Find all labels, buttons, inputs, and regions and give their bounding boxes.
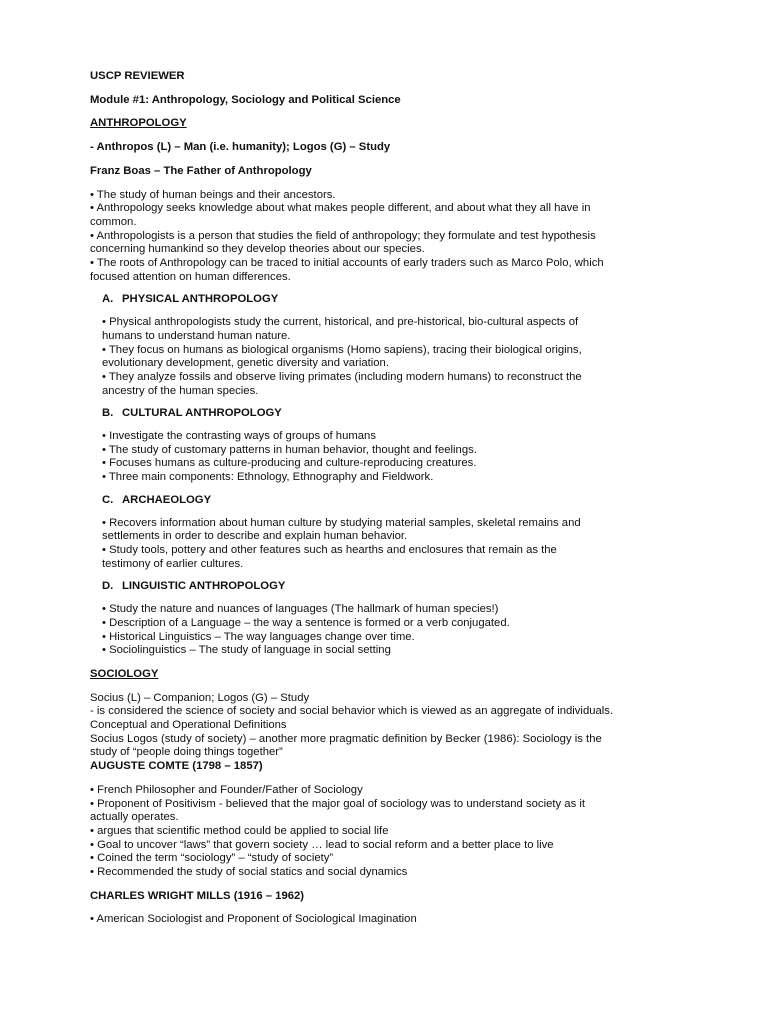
text-line: Socius (L) – Companion; Logos (G) – Study	[90, 691, 310, 704]
bullet-line: • The roots of Anthropology can be traced to initial accounts of early traders such as Marco Polo, which	[90, 257, 604, 270]
bullet-line: • Focuses humans as culture-producing and culture-reproducing creatures.	[102, 457, 477, 470]
subsection-letter: D.	[102, 580, 114, 593]
bullet-line: • Investigate the contrasting ways of groups of humans	[102, 430, 376, 443]
comte-bullets	[90, 784, 690, 880]
bullet-line: • Proponent of Positivism - believed that the major goal of sociology was to understand society as it	[90, 797, 586, 810]
anthropology-etymology: - Anthropos (L) – Man (i.e. humanity); Logos (G) – Study	[90, 141, 391, 154]
subsection-letter: A.	[102, 293, 114, 306]
bullet-line: • Description of a Language – the way a sentence is formed or a verb conjugated.	[102, 616, 510, 629]
anthropology-father: Franz Boas – The Father of Anthropology	[90, 164, 312, 177]
bullet-line: • Coined the term “sociology” – “study of society”	[90, 852, 334, 865]
bullet-line: • Study the nature and nuances of languages (The hallmark of human species!)	[102, 603, 499, 616]
bullet-line: • French Philosopher and Founder/Father of Sociology	[90, 783, 363, 796]
archaeology-bullets	[90, 517, 690, 572]
text-line: Conceptual and Operational Definitions	[90, 719, 287, 732]
bullet-line: focused attention on human differences.	[90, 270, 291, 283]
subsection-letter: B.	[102, 407, 114, 420]
subsection-archaeology-heading	[90, 494, 690, 508]
bullet-line: • Goal to uncover “laws” that govern society … lead to social reform and a better place to live	[90, 838, 554, 851]
text-line: Socius Logos (study of society) – another more pragmatic definition by Becker (1986): Sociology is the	[90, 732, 602, 745]
bullet-line: • argues that scientific method could be applied to social life	[90, 824, 389, 837]
subsection-title: LINGUISTIC ANTHROPOLOGY	[122, 580, 286, 593]
bullet-line: • The study of customary patterns in human behavior, thought and feelings.	[102, 443, 477, 456]
text-line: study of “people doing things together”	[90, 746, 283, 759]
bullet-line: • Study tools, pottery and other features such as hearths and enclosures that remain as the	[102, 543, 557, 556]
anthropology-bullets	[90, 189, 690, 285]
document-title: USCP REVIEWER	[90, 70, 185, 82]
mills-bullets	[90, 913, 690, 927]
bullet-line: • Sociolinguistics – The study of language in social setting	[102, 644, 391, 657]
bullet-line: • They focus on humans as biological organisms (Homo sapiens), tracing their biological origins,	[102, 343, 582, 356]
cultural-bullets	[90, 430, 690, 485]
bullet-line: • Recommended the study of social statics and social dynamics	[90, 866, 408, 879]
bullet-line: • Historical Linguistics – The way languages change over time.	[102, 630, 415, 643]
bullet-line: • Anthropologists is a person that studies the field of anthropology; they formulate and test hypothesis	[90, 229, 596, 242]
subsection-letter: C.	[102, 493, 114, 506]
bullet-line: • American Sociologist and Proponent of Sociological Imagination	[90, 913, 417, 926]
subsection-title: PHYSICAL ANTHROPOLOGY	[122, 293, 279, 306]
bullet-line: common.	[90, 215, 137, 228]
bullet-line: humans to understand human nature.	[102, 329, 291, 342]
bullet-line: testimony of earlier cultures.	[102, 557, 244, 570]
anthropology-heading: ANTHROPOLOGY	[90, 117, 187, 130]
bullet-line: concerning humankind so they develop theories about our species.	[90, 243, 425, 256]
sociology-heading: SOCIOLOGY	[90, 667, 159, 680]
bullet-line: evolutionary development, genetic diversity and variation.	[102, 357, 389, 370]
mills-heading: CHARLES WRIGHT MILLS (1916 – 1962)	[90, 889, 305, 902]
subsection-title: CULTURAL ANTHROPOLOGY	[122, 407, 282, 420]
subsection-title: ARCHAEOLOGY	[122, 493, 212, 506]
subsection-physical-heading	[90, 293, 690, 307]
subsection-cultural-heading	[90, 407, 690, 421]
bullet-line: actually operates.	[90, 811, 179, 824]
subsection-linguistic-heading	[90, 580, 690, 594]
bullet-line: • The study of human beings and their ancestors.	[90, 188, 336, 201]
physical-bullets	[90, 316, 690, 398]
document-page	[90, 70, 690, 927]
bullet-line: • Three main components: Ethnology, Ethnography and Fieldwork.	[102, 471, 434, 484]
bullet-line: • Recovers information about human culture by studying material samples, skeletal remains and	[102, 516, 581, 529]
sociology-intro	[90, 692, 690, 761]
bullet-line: • Anthropology seeks knowledge about what makes people different, and about what they all have in	[90, 202, 591, 215]
bullet-line: • They analyze fossils and observe living primates (including modern humans) to reconstruct the	[102, 370, 582, 383]
module-heading: Module #1: Anthropology, Sociology and Political Science	[90, 93, 401, 106]
bullet-line: • Physical anthropologists study the current, historical, and pre-historical, bio-cultural aspects of	[102, 316, 579, 329]
linguistic-bullets	[90, 603, 690, 658]
text-line: - is considered the science of society and social behavior which is viewed as an aggregate of individuals.	[90, 705, 614, 718]
comte-heading: AUGUSTE COMTE (1798 – 1857)	[90, 760, 263, 773]
bullet-line: settlements in order to describe and explain human behavior.	[102, 530, 408, 543]
bullet-line: ancestry of the human species.	[102, 384, 259, 397]
